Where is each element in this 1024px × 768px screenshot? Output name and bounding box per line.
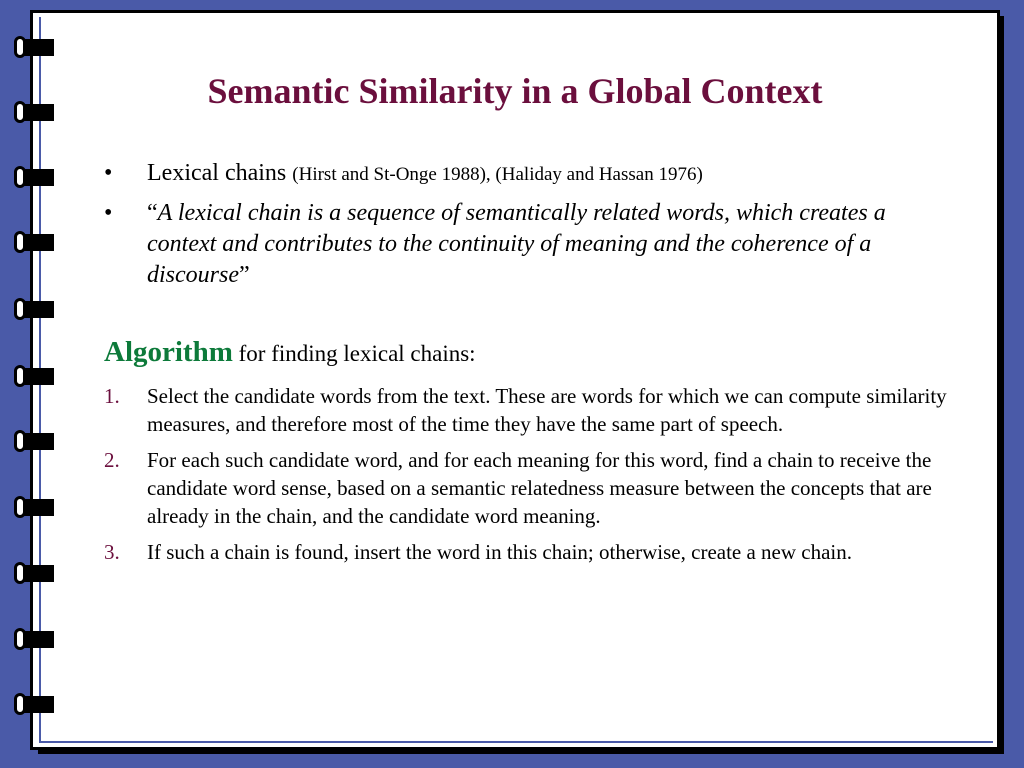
definition-quote: A lexical chain is a sequence of semantically related words, which creates a context and contributes to the continuity of meaning and the coherence of a discourse — [147, 200, 886, 288]
binder-ring-icon — [14, 693, 54, 715]
binder-ring-icon — [14, 166, 54, 188]
step-number: 2. — [104, 448, 120, 472]
step-text: For each such candidate word, and for each meaning for this word, find a chain to receive the candidate word sense, based on a semantic relatedness measure between the concepts that are already in the chain, and the candidate word meaning. — [147, 448, 932, 528]
algorithm-steps — [104, 382, 954, 574]
algorithm-step — [104, 382, 954, 438]
algorithm-word: Algorithm — [104, 336, 233, 368]
step-number: 1. — [104, 384, 120, 408]
binder-ring-icon — [14, 36, 54, 58]
page-inner-border — [39, 17, 993, 743]
open-quote: “ — [147, 200, 158, 226]
algorithm-step — [104, 538, 954, 566]
binder-ring-icon — [14, 628, 54, 650]
step-text: If such a chain is found, insert the word in this chain; otherwise, create a new chain. — [147, 540, 853, 564]
algorithm-step — [104, 446, 954, 530]
bullet-marker: • — [104, 200, 113, 226]
algorithm-heading-rest: for finding lexical chains: — [232, 341, 476, 366]
binder-ring-icon — [14, 562, 54, 584]
close-quote: ” — [239, 262, 250, 288]
algorithm-heading — [104, 336, 476, 369]
binder-ring-icon — [14, 298, 54, 320]
binder-ring-icon — [14, 365, 54, 387]
step-text: Select the candidate words from the text. These are words for which we can compute similarity measures, and therefore most of the time they have the same part of speech. — [147, 384, 947, 436]
slide-page — [30, 10, 1000, 750]
bullet-item — [104, 198, 954, 291]
bullet-marker: • — [104, 160, 113, 186]
bullet-text: Lexical chains — [147, 160, 287, 186]
step-number: 3. — [104, 540, 120, 564]
bullet-citation: (Hirst and St-Onge 1988), (Haliday and Hassan 1976) — [292, 164, 703, 185]
bullet-item — [104, 158, 954, 190]
bullet-list — [104, 158, 954, 299]
binder-ring-icon — [14, 231, 54, 253]
binder-ring-icon — [14, 430, 54, 452]
binder-ring-icon — [14, 496, 54, 518]
slide-title: Semantic Similarity in a Global Context — [207, 71, 823, 111]
